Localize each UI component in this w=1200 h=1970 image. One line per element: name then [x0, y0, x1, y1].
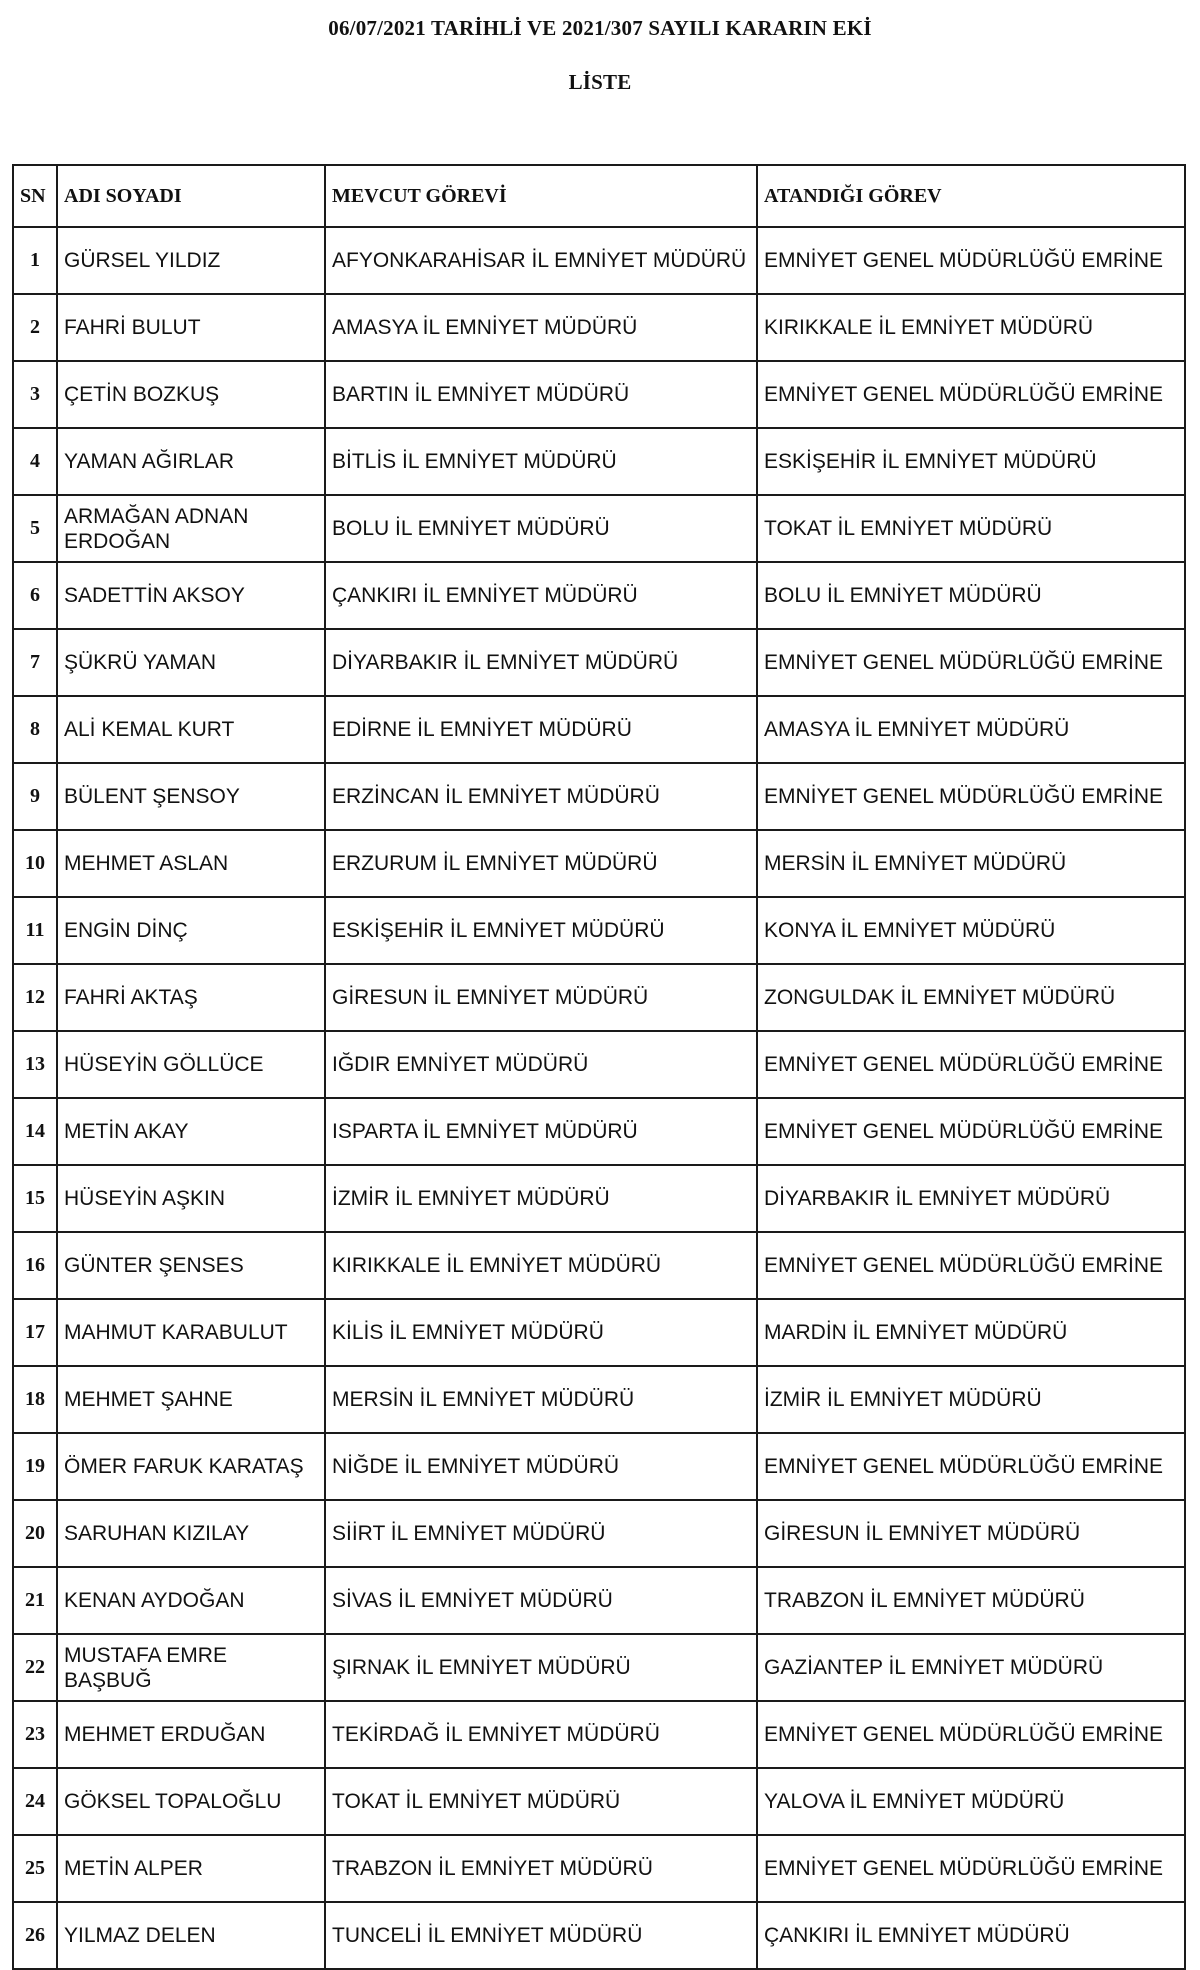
cell-name: YAMAN AĞIRLAR — [57, 428, 325, 495]
cell-assigned-duty: YALOVA İL EMNİYET MÜDÜRÜ — [757, 1768, 1185, 1835]
cell-current-duty: İZMİR İL EMNİYET MÜDÜRÜ — [325, 1165, 757, 1232]
cell-sn: 21 — [13, 1567, 57, 1634]
table-row — [13, 1701, 1185, 1768]
cell-assigned-duty: EMNİYET GENEL MÜDÜRLÜĞÜ EMRİNE — [757, 1098, 1185, 1165]
table-row — [13, 1165, 1185, 1232]
cell-current-duty: ŞIRNAK İL EMNİYET MÜDÜRÜ — [325, 1634, 757, 1701]
cell-current-duty: KIRIKKALE İL EMNİYET MÜDÜRÜ — [325, 1232, 757, 1299]
cell-assigned-duty: MERSİN İL EMNİYET MÜDÜRÜ — [757, 830, 1185, 897]
cell-name: HÜSEYİN AŞKIN — [57, 1165, 325, 1232]
cell-sn: 26 — [13, 1902, 57, 1969]
cell-sn: 22 — [13, 1634, 57, 1701]
cell-assigned-duty: EMNİYET GENEL MÜDÜRLÜĞÜ EMRİNE — [757, 361, 1185, 428]
cell-sn: 24 — [13, 1768, 57, 1835]
cell-name: MEHMET ERDUĞAN — [57, 1701, 325, 1768]
cell-current-duty: ERZURUM İL EMNİYET MÜDÜRÜ — [325, 830, 757, 897]
table-row — [13, 1634, 1185, 1701]
cell-assigned-duty: ÇANKIRI İL EMNİYET MÜDÜRÜ — [757, 1902, 1185, 1969]
document-subtitle: LİSTE — [568, 70, 632, 94]
cell-sn: 13 — [13, 1031, 57, 1098]
table-row — [13, 1433, 1185, 1500]
cell-assigned-duty: ESKİŞEHİR İL EMNİYET MÜDÜRÜ — [757, 428, 1185, 495]
cell-current-duty: SİVAS İL EMNİYET MÜDÜRÜ — [325, 1567, 757, 1634]
cell-sn: 18 — [13, 1366, 57, 1433]
table-row — [13, 227, 1185, 294]
cell-assigned-duty: EMNİYET GENEL MÜDÜRLÜĞÜ EMRİNE — [757, 629, 1185, 696]
table-row — [13, 294, 1185, 361]
cell-current-duty: TOKAT İL EMNİYET MÜDÜRÜ — [325, 1768, 757, 1835]
table-row — [13, 696, 1185, 763]
cell-sn: 11 — [13, 897, 57, 964]
table-row — [13, 1567, 1185, 1634]
cell-sn: 25 — [13, 1835, 57, 1902]
cell-name: ENGİN DİNÇ — [57, 897, 325, 964]
cell-sn: 15 — [13, 1165, 57, 1232]
cell-current-duty: ISPARTA İL EMNİYET MÜDÜRÜ — [325, 1098, 757, 1165]
cell-assigned-duty: EMNİYET GENEL MÜDÜRLÜĞÜ EMRİNE — [757, 1031, 1185, 1098]
column-header-name: ADI SOYADI — [57, 165, 325, 227]
cell-name: FAHRİ AKTAŞ — [57, 964, 325, 1031]
cell-sn: 16 — [13, 1232, 57, 1299]
cell-current-duty: ÇANKIRI İL EMNİYET MÜDÜRÜ — [325, 562, 757, 629]
cell-assigned-duty: GİRESUN İL EMNİYET MÜDÜRÜ — [757, 1500, 1185, 1567]
cell-name: ARMAĞAN ADNAN ERDOĞAN — [57, 495, 325, 562]
cell-assigned-duty: KONYA İL EMNİYET MÜDÜRÜ — [757, 897, 1185, 964]
cell-sn: 10 — [13, 830, 57, 897]
cell-sn: 12 — [13, 964, 57, 1031]
cell-assigned-duty: TOKAT İL EMNİYET MÜDÜRÜ — [757, 495, 1185, 562]
cell-assigned-duty: DİYARBAKIR İL EMNİYET MÜDÜRÜ — [757, 1165, 1185, 1232]
cell-name: METİN AKAY — [57, 1098, 325, 1165]
cell-name: MEHMET ASLAN — [57, 830, 325, 897]
cell-assigned-duty: KIRIKKALE İL EMNİYET MÜDÜRÜ — [757, 294, 1185, 361]
cell-name: KENAN AYDOĞAN — [57, 1567, 325, 1634]
cell-current-duty: NİĞDE İL EMNİYET MÜDÜRÜ — [325, 1433, 757, 1500]
table-row — [13, 897, 1185, 964]
cell-sn: 5 — [13, 495, 57, 562]
cell-sn: 3 — [13, 361, 57, 428]
cell-assigned-duty: BOLU İL EMNİYET MÜDÜRÜ — [757, 562, 1185, 629]
cell-name: HÜSEYİN GÖLLÜCE — [57, 1031, 325, 1098]
cell-name: GÖKSEL TOPALOĞLU — [57, 1768, 325, 1835]
table-row — [13, 1500, 1185, 1567]
cell-assigned-duty: EMNİYET GENEL MÜDÜRLÜĞÜ EMRİNE — [757, 1701, 1185, 1768]
cell-sn: 9 — [13, 763, 57, 830]
cell-assigned-duty: MARDİN İL EMNİYET MÜDÜRÜ — [757, 1299, 1185, 1366]
cell-assigned-duty: GAZİANTEP İL EMNİYET MÜDÜRÜ — [757, 1634, 1185, 1701]
cell-current-duty: BARTIN İL EMNİYET MÜDÜRÜ — [325, 361, 757, 428]
appointment-table — [12, 164, 1186, 1970]
column-header-current-duty: MEVCUT GÖREVİ — [325, 165, 757, 227]
cell-assigned-duty: İZMİR İL EMNİYET MÜDÜRÜ — [757, 1366, 1185, 1433]
column-header-assigned-duty: ATANDIĞI GÖREV — [757, 165, 1185, 227]
cell-name: ÖMER FARUK KARATAŞ — [57, 1433, 325, 1500]
table-row — [13, 964, 1185, 1031]
document-title: 06/07/2021 TARİHLİ VE 2021/307 SAYILI KARARIN EKİ — [328, 16, 872, 40]
cell-name: ALİ KEMAL KURT — [57, 696, 325, 763]
cell-current-duty: TRABZON İL EMNİYET MÜDÜRÜ — [325, 1835, 757, 1902]
cell-name: MUSTAFA EMRE BAŞBUĞ — [57, 1634, 325, 1701]
cell-assigned-duty: TRABZON İL EMNİYET MÜDÜRÜ — [757, 1567, 1185, 1634]
cell-name: BÜLENT ŞENSOY — [57, 763, 325, 830]
cell-current-duty: EDİRNE İL EMNİYET MÜDÜRÜ — [325, 696, 757, 763]
table-row — [13, 629, 1185, 696]
cell-current-duty: DİYARBAKIR İL EMNİYET MÜDÜRÜ — [325, 629, 757, 696]
table-row — [13, 562, 1185, 629]
cell-current-duty: MERSİN İL EMNİYET MÜDÜRÜ — [325, 1366, 757, 1433]
cell-sn: 19 — [13, 1433, 57, 1500]
cell-name: SADETTİN AKSOY — [57, 562, 325, 629]
cell-sn: 17 — [13, 1299, 57, 1366]
column-header-sn: SN — [13, 165, 57, 227]
cell-current-duty: IĞDIR EMNİYET MÜDÜRÜ — [325, 1031, 757, 1098]
cell-current-duty: TUNCELİ İL EMNİYET MÜDÜRÜ — [325, 1902, 757, 1969]
table-row — [13, 361, 1185, 428]
cell-assigned-duty: EMNİYET GENEL MÜDÜRLÜĞÜ EMRİNE — [757, 1835, 1185, 1902]
cell-assigned-duty: ZONGULDAK İL EMNİYET MÜDÜRÜ — [757, 964, 1185, 1031]
cell-name: ÇETİN BOZKUŞ — [57, 361, 325, 428]
table-body — [13, 227, 1185, 1969]
cell-current-duty: KİLİS İL EMNİYET MÜDÜRÜ — [325, 1299, 757, 1366]
cell-name: YILMAZ DELEN — [57, 1902, 325, 1969]
cell-current-duty: BOLU İL EMNİYET MÜDÜRÜ — [325, 495, 757, 562]
cell-sn: 7 — [13, 629, 57, 696]
cell-assigned-duty: AMASYA İL EMNİYET MÜDÜRÜ — [757, 696, 1185, 763]
cell-current-duty: TEKİRDAĞ İL EMNİYET MÜDÜRÜ — [325, 1701, 757, 1768]
table-row — [13, 1031, 1185, 1098]
cell-name: GÜRSEL YILDIZ — [57, 227, 325, 294]
cell-name: ŞÜKRÜ YAMAN — [57, 629, 325, 696]
table-row — [13, 1902, 1185, 1969]
cell-sn: 2 — [13, 294, 57, 361]
table-row — [13, 763, 1185, 830]
cell-name: FAHRİ BULUT — [57, 294, 325, 361]
cell-current-duty: AMASYA İL EMNİYET MÜDÜRÜ — [325, 294, 757, 361]
cell-assigned-duty: EMNİYET GENEL MÜDÜRLÜĞÜ EMRİNE — [757, 227, 1185, 294]
table-row — [13, 1232, 1185, 1299]
cell-assigned-duty: EMNİYET GENEL MÜDÜRLÜĞÜ EMRİNE — [757, 763, 1185, 830]
cell-sn: 23 — [13, 1701, 57, 1768]
cell-current-duty: ESKİŞEHİR İL EMNİYET MÜDÜRÜ — [325, 897, 757, 964]
cell-name: MEHMET ŞAHNE — [57, 1366, 325, 1433]
cell-current-duty: AFYONKARAHİSAR İL EMNİYET MÜDÜRÜ — [325, 227, 757, 294]
table-header-row — [13, 165, 1185, 227]
cell-sn: 4 — [13, 428, 57, 495]
table-row — [13, 1299, 1185, 1366]
table-row — [13, 1366, 1185, 1433]
cell-current-duty: BİTLİS İL EMNİYET MÜDÜRÜ — [325, 428, 757, 495]
table-row — [13, 830, 1185, 897]
cell-sn: 8 — [13, 696, 57, 763]
cell-current-duty: ERZİNCAN İL EMNİYET MÜDÜRÜ — [325, 763, 757, 830]
table-row — [13, 428, 1185, 495]
table-row — [13, 1835, 1185, 1902]
table-row — [13, 495, 1185, 562]
cell-assigned-duty: EMNİYET GENEL MÜDÜRLÜĞÜ EMRİNE — [757, 1232, 1185, 1299]
cell-name: SARUHAN KIZILAY — [57, 1500, 325, 1567]
table-row — [13, 1098, 1185, 1165]
cell-name: GÜNTER ŞENSES — [57, 1232, 325, 1299]
cell-name: METİN ALPER — [57, 1835, 325, 1902]
cell-current-duty: SİİRT İL EMNİYET MÜDÜRÜ — [325, 1500, 757, 1567]
cell-sn: 14 — [13, 1098, 57, 1165]
cell-sn: 6 — [13, 562, 57, 629]
cell-assigned-duty: EMNİYET GENEL MÜDÜRLÜĞÜ EMRİNE — [757, 1433, 1185, 1500]
cell-sn: 20 — [13, 1500, 57, 1567]
cell-name: MAHMUT KARABULUT — [57, 1299, 325, 1366]
cell-current-duty: GİRESUN İL EMNİYET MÜDÜRÜ — [325, 964, 757, 1031]
table-row — [13, 1768, 1185, 1835]
cell-sn: 1 — [13, 227, 57, 294]
